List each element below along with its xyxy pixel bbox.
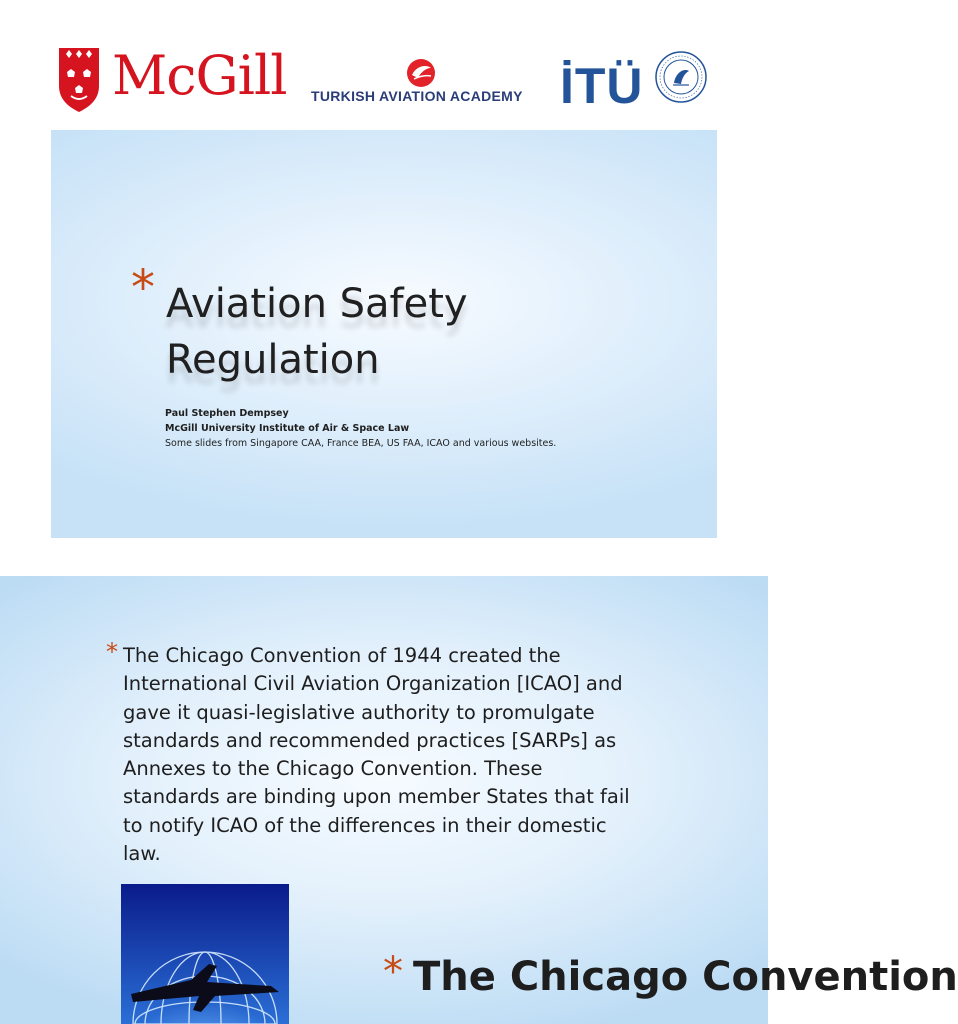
taa-wordmark: TURKISH AVIATION ACADEMY: [311, 88, 523, 104]
slide-credits: Some slides from Singapore CAA, France BEA, US FAA, ICAO and various websites.: [165, 438, 557, 449]
body-paragraph: The Chicago Convention of 1944 created the International Civil Aviation Organization [ICAO] and gave it quasi-legislative authority to promulgate standards and recommended practices [SARPs] as Annexes to the Chicago Convention. These standards are binding upon member States that fail to notify ICAO of the differences in their domestic law.: [123, 644, 630, 866]
title-slide: [51, 130, 717, 538]
mcgill-shield-icon: [57, 46, 101, 114]
section-title-bullet-star: *: [383, 949, 403, 995]
itu-seal-icon: [654, 50, 708, 104]
author-institution: McGill University Institute of Air & Space Law: [165, 423, 410, 434]
body-bullet-star: *: [106, 638, 118, 666]
author-name: Paul Stephen Dempsey: [165, 408, 289, 419]
mcgill-wordmark: McGill: [112, 44, 287, 107]
logo-band: [0, 0, 768, 130]
taa-emblem-icon: [404, 58, 438, 88]
slide-title: Aviation Safety Regulation: [166, 281, 468, 383]
section-title: The Chicago Convention: [413, 954, 958, 1000]
title-slide-subtitles: [165, 406, 556, 451]
globe-airplane-image: [121, 884, 289, 1024]
title-bullet-star: *: [131, 260, 155, 316]
itu-wordmark: İTÜ: [560, 58, 644, 114]
chicago-convention-slide: [0, 576, 958, 1024]
